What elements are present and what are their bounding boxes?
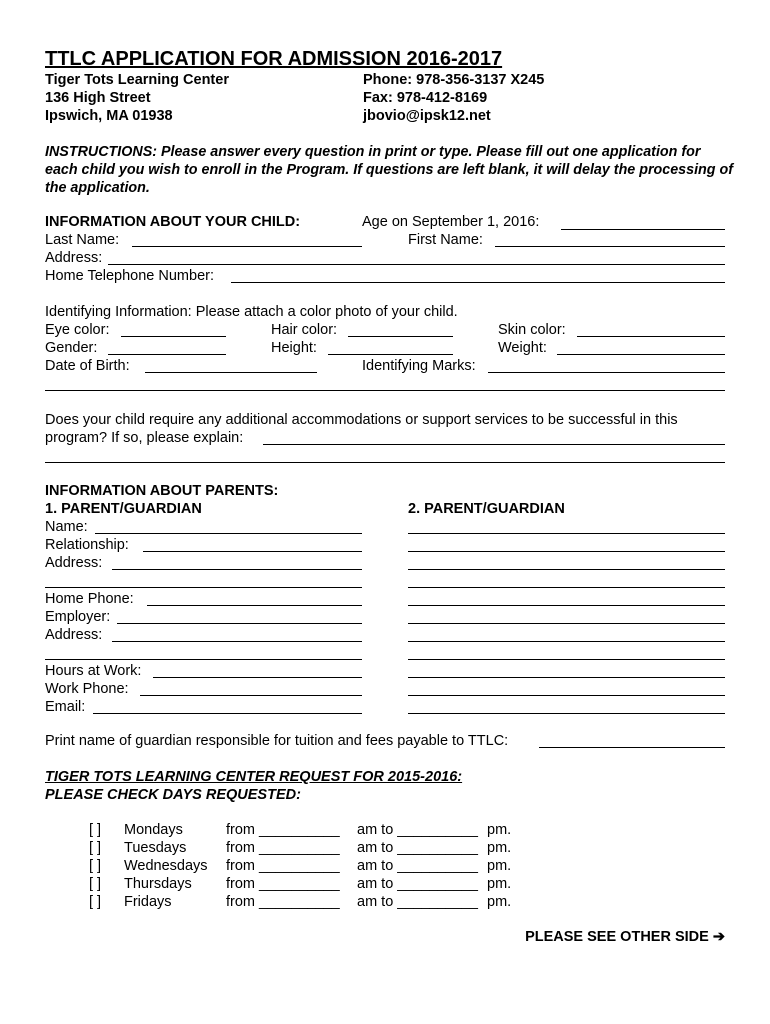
skin-color-field[interactable] [577,336,725,337]
last-name-label: Last Name: [45,232,120,248]
checkbox[interactable]: [ ] [89,876,102,892]
day-label: Thursdays [124,876,192,892]
identifying-marks-field-2[interactable] [45,390,725,391]
org-name: Tiger Tots Learning Center [45,72,229,88]
g1-hours-field[interactable] [153,677,362,678]
g1-home-phone-field[interactable] [147,605,362,606]
child-section-heading: INFORMATION ABOUT YOUR CHILD: [45,214,301,230]
from-time[interactable]: from __________ [226,822,340,838]
g2-address-field[interactable] [408,569,725,570]
request-heading: TIGER TOTS LEARNING CENTER REQUEST FOR 2015-2016: [45,769,463,785]
checkbox[interactable]: [ ] [89,858,102,874]
from-time[interactable]: from __________ [226,858,340,874]
instructions: INSTRUCTIONS: Please answer every question in print or type. Please fill out one application for each child you wish to enroll in the Program. If questions are left blank, it will delay the processing of the application. [45,144,733,196]
from-time[interactable]: from __________ [226,876,340,892]
g2-employer-field[interactable] [408,623,725,624]
eye-color-label: Eye color: [45,322,110,338]
g1-address-label: Address: [45,555,103,571]
g1-work-phone-field[interactable] [140,695,362,696]
see-other-side [525,928,725,946]
to-time[interactable]: am to __________ [357,894,478,910]
checkbox[interactable]: [ ] [89,822,102,838]
weight-field[interactable] [557,354,725,355]
g1-relationship-label: Relationship: [45,537,129,553]
responsible-guardian-label: Print name of guardian responsible for tuition and fees payable to TTLC: [45,733,509,749]
responsible-guardian-field[interactable] [539,747,725,748]
first-name-field[interactable] [495,246,725,247]
age-label: Age on September 1, 2016: [362,214,540,230]
day-label: Mondays [124,822,183,838]
g2-email-field[interactable] [408,713,725,714]
org-fax: Fax: 978-412-8169 [363,90,488,106]
g1-email-label: Email: [45,699,86,715]
home-telephone-label: Home Telephone Number: [45,268,214,284]
g1-employer-field[interactable] [117,623,362,624]
weight-label: Weight: [498,340,547,356]
home-telephone-field[interactable] [231,282,725,283]
g2-name-field[interactable] [408,533,725,534]
accommodations-field[interactable] [263,444,725,445]
g2-work-phone-field[interactable] [408,695,725,696]
identifying-info-label: Identifying Information: Please attach a color photo of your child. [45,304,458,320]
g1-employer-label: Employer: [45,609,111,625]
age-field[interactable] [561,229,725,230]
page-title: TTLC APPLICATION FOR ADMISSION 2016-2017 [45,48,503,70]
pm-label: pm. [487,822,512,838]
org-phone: Phone: 978-356-3137 X245 [363,72,545,88]
right-arrow-icon: ➔ [712,929,725,945]
height-field[interactable] [328,354,453,355]
checkbox[interactable]: [ ] [89,840,102,856]
g1-home-phone-label: Home Phone: [45,591,134,607]
first-name-label: First Name: [408,232,483,248]
g2-work-address-field[interactable] [408,641,725,642]
g1-name-label: Name: [45,519,88,535]
day-label: Wednesdays [124,858,208,874]
to-time[interactable]: am to __________ [357,876,478,892]
g1-address-field-2[interactable] [45,587,362,588]
pm-label: pm. [487,876,512,892]
height-label: Height: [271,340,317,356]
g2-address-field-2[interactable] [408,587,725,588]
g2-relationship-field[interactable] [408,551,725,552]
to-time[interactable]: am to __________ [357,840,478,856]
from-time[interactable]: from __________ [226,840,340,856]
from-time[interactable]: from __________ [226,894,340,910]
day-label: Tuesdays [124,840,187,856]
hair-color-field[interactable] [348,336,453,337]
g1-work-address-field-2[interactable] [45,659,362,660]
gender-field[interactable] [108,354,226,355]
accommodations-question: Does your child require any additional accommodations or support services to be successful in this [45,412,678,428]
see-other-side-label: PLEASE SEE OTHER SIDE [525,929,709,945]
g1-name-field[interactable] [95,533,362,534]
hair-color-label: Hair color: [271,322,338,338]
g1-work-phone-label: Work Phone: [45,681,129,697]
guardian2-heading: 2. PARENT/GUARDIAN [408,501,565,517]
g2-home-phone-field[interactable] [408,605,725,606]
checkbox[interactable]: [ ] [89,894,102,910]
gender-label: Gender: [45,340,98,356]
g2-hours-field[interactable] [408,677,725,678]
org-street: 136 High Street [45,90,151,106]
to-time[interactable]: am to __________ [357,858,478,874]
child-address-label: Address: [45,250,103,266]
eye-color-field[interactable] [121,336,226,337]
g1-work-address-label: Address: [45,627,103,643]
g1-relationship-field[interactable] [143,551,362,552]
guardian1-heading: 1. PARENT/GUARDIAN [45,501,202,517]
accommodations-field-2[interactable] [45,462,725,463]
pm-label: pm. [487,858,512,874]
accommodations-explain-label: program? If so, please explain: [45,430,244,446]
org-email: jbovio@ipsk12.net [363,108,491,124]
request-subheading: PLEASE CHECK DAYS REQUESTED: [45,787,301,803]
child-address-field[interactable] [108,264,725,265]
dob-field[interactable] [145,372,317,373]
parents-section-heading: INFORMATION ABOUT PARENTS: [45,483,279,499]
org-city: Ipswich, MA 01938 [45,108,173,124]
g2-work-address-field-2[interactable] [408,659,725,660]
day-label: Fridays [124,894,172,910]
pm-label: pm. [487,894,512,910]
to-time[interactable]: am to __________ [357,822,478,838]
identifying-marks-field[interactable] [488,372,725,373]
g1-work-address-field[interactable] [112,641,362,642]
g1-address-field[interactable] [112,569,362,570]
skin-color-label: Skin color: [498,322,566,338]
identifying-marks-label: Identifying Marks: [362,358,476,374]
g1-hours-label: Hours at Work: [45,663,142,679]
dob-label: Date of Birth: [45,358,130,374]
pm-label: pm. [487,840,512,856]
last-name-field[interactable] [132,246,362,247]
g1-email-field[interactable] [93,713,362,714]
